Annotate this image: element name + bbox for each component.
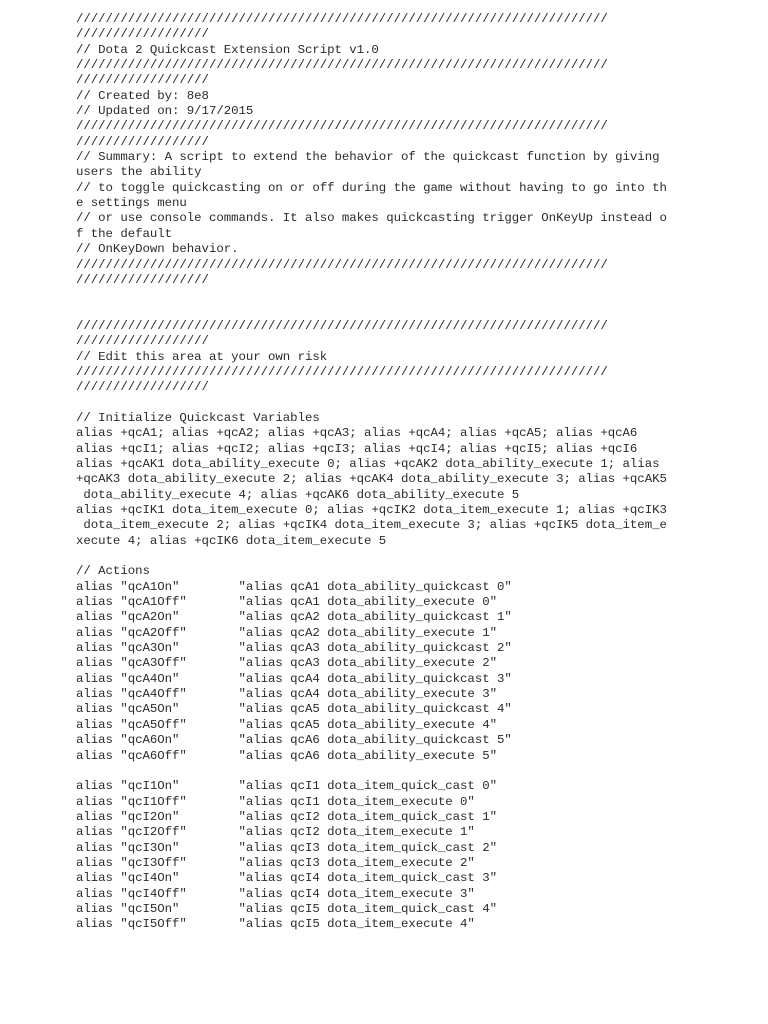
script-line: users the ability: [76, 165, 202, 180]
script-line: //////////////////: [76, 27, 209, 42]
script-line: // Initialize Quickcast Variables: [76, 410, 320, 425]
script-line: alias "qcA5Off" "alias qcA5 dota_ability_execute 4": [76, 717, 497, 732]
script-line: alias "qcI5On" "alias qcI5 dota_item_quick_cast 4": [76, 901, 497, 916]
script-line: f the default: [76, 226, 173, 241]
script-line: // to toggle quickcasting on or off during the game without having to go into th: [76, 180, 667, 195]
script-line: alias "qcI3Off" "alias qcI3 dota_item_execute 2": [76, 855, 475, 870]
script-line: alias "qcA3Off" "alias qcA3 dota_ability_execute 2": [76, 656, 497, 671]
script-line: ////////////////////////////////////////////////////////////////////////: [76, 119, 608, 134]
script-line: alias "qcA2On" "alias qcA2 dota_ability_quickcast 1": [76, 610, 512, 625]
script-line: [76, 396, 676, 411]
script-line: // OnKeyDown behavior.: [76, 242, 239, 257]
script-line: alias "qcA5On" "alias qcA5 dota_ability_quickcast 4": [76, 702, 512, 717]
script-line: [76, 764, 676, 779]
script-line: //////////////////: [76, 380, 209, 395]
script-line: alias "qcA4On" "alias qcA4 dota_ability_quickcast 3": [76, 671, 512, 686]
script-line: //////////////////: [76, 334, 209, 349]
script-line: ////////////////////////////////////////////////////////////////////////: [76, 257, 608, 272]
script-line: alias "qcA6Off" "alias qcA6 dota_ability_execute 5": [76, 748, 497, 763]
script-line: +qcAK3 dota_ability_execute 2; alias +qcAK4 dota_ability_execute 3; alias +qcAK5: [76, 472, 667, 487]
script-line: // Created by: 8e8: [76, 88, 209, 103]
script-line: alias "qcI4Off" "alias qcI4 dota_item_execute 3": [76, 886, 475, 901]
script-line: alias "qcA4Off" "alias qcA4 dota_ability_execute 3": [76, 687, 497, 702]
script-line: alias "qcA3On" "alias qcA3 dota_ability_quickcast 2": [76, 641, 512, 656]
script-line: //////////////////: [76, 134, 209, 149]
script-line: ////////////////////////////////////////////////////////////////////////: [76, 12, 608, 26]
script-line: // Summary: A script to extend the behavior of the quickcast function by giving: [76, 150, 660, 165]
script-document: [76, 12, 676, 933]
script-line: //////////////////: [76, 73, 209, 88]
script-line: [76, 304, 676, 319]
script-line: alias "qcI5Off" "alias qcI5 dota_item_execute 4": [76, 917, 475, 932]
script-line: alias "qcA1On" "alias qcA1 dota_ability_quickcast 0": [76, 579, 512, 594]
script-line: alias "qcI4On" "alias qcI4 dota_item_quick_cast 3": [76, 871, 497, 886]
script-line: // Edit this area at your own risk: [76, 349, 328, 364]
script-line: e settings menu: [76, 196, 187, 211]
script-line: alias "qcI3On" "alias qcI3 dota_item_quick_cast 2": [76, 840, 497, 855]
script-line: ////////////////////////////////////////////////////////////////////////: [76, 364, 608, 379]
script-line: alias "qcI1On" "alias qcI1 dota_item_quick_cast 0": [76, 779, 497, 794]
script-line: ////////////////////////////////////////////////////////////////////////: [76, 318, 608, 333]
script-line: dota_item_execute 2; alias +qcIK4 dota_item_execute 3; alias +qcIK5 dota_item_e: [76, 518, 667, 533]
script-line: // or use console commands. It also makes quickcasting trigger OnKeyUp instead o: [76, 211, 667, 226]
script-line: alias "qcA2Off" "alias qcA2 dota_ability_execute 1": [76, 625, 497, 640]
script-line: xecute 4; alias +qcIK6 dota_item_execute 5: [76, 533, 387, 548]
script-line: alias "qcA1Off" "alias qcA1 dota_ability_execute 0": [76, 595, 497, 610]
script-line: alias +qcI1; alias +qcI2; alias +qcI3; alias +qcI4; alias +qcI5; alias +qcI6: [76, 441, 638, 456]
script-line: alias "qcI2Off" "alias qcI2 dota_item_execute 1": [76, 825, 475, 840]
script-line: alias +qcAK1 dota_ability_execute 0; alias +qcAK2 dota_ability_execute 1; alias: [76, 456, 660, 471]
script-line: [76, 549, 676, 564]
script-line: alias "qcA6On" "alias qcA6 dota_ability_quickcast 5": [76, 733, 512, 748]
script-line: // Dota 2 Quickcast Extension Script v1.0: [76, 42, 379, 57]
script-line: alias +qcA1; alias +qcA2; alias +qcA3; alias +qcA4; alias +qcA5; alias +qcA6: [76, 426, 638, 441]
script-line: //////////////////: [76, 272, 209, 287]
script-line: ////////////////////////////////////////////////////////////////////////: [76, 58, 608, 73]
script-line: alias "qcI1Off" "alias qcI1 dota_item_execute 0": [76, 794, 475, 809]
script-line: alias +qcIK1 dota_item_execute 0; alias +qcIK2 dota_item_execute 1; alias +qcIK3: [76, 503, 667, 517]
script-line: // Actions: [76, 564, 150, 579]
script-line: dota_ability_execute 4; alias +qcAK6 dota_ability_execute 5: [76, 487, 520, 502]
script-line: [76, 288, 676, 303]
script-line: alias "qcI2On" "alias qcI2 dota_item_quick_cast 1": [76, 809, 497, 824]
script-line: // Updated on: 9/17/2015: [76, 104, 254, 119]
